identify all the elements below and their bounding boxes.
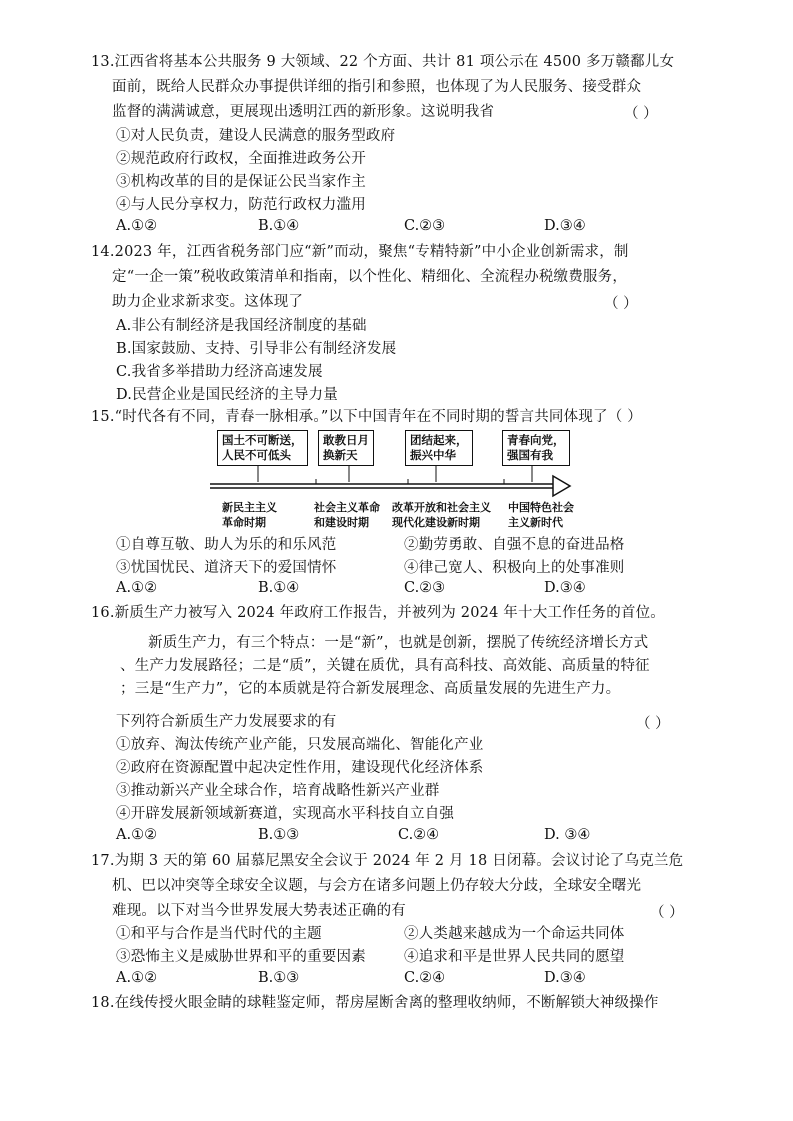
q14-option-a: A.非公有制经济是我国经济制度的基础: [116, 318, 367, 334]
q13-item-3: ③机构改革的目的是保证公民当家作主: [116, 174, 366, 190]
q14-line-2: 定“一企一策”税收政策清单和指南，以个性化、精细化、全流程办税缴费服务，: [112, 269, 628, 285]
q17-answer-paren: （ ）: [650, 905, 684, 921]
q16-question: 下列符合新质生产力发展要求的有: [116, 714, 337, 730]
q13-line-3: 监督的满满诚意，更展现出透明江西的新形象。这说明我省: [112, 104, 495, 120]
timeline-period-1: 新民主主义 革命时期: [222, 501, 277, 529]
q15-item-2: ②勤劳勇敢、自强不息的奋进品格: [404, 537, 625, 553]
q17-option-c: C.②④: [404, 970, 446, 986]
q14-option-c: C.我省多举措助力经济高速发展: [116, 364, 323, 380]
timeline-box-2: 敢教日月 换新天: [318, 430, 374, 466]
q16-item-1: ①放弃、淘汰传统产业产能，只发展高端化、智能化产业: [116, 737, 484, 753]
q16-material-3: ；三是“生产力”，它的本质就是符合新发展理念、高质量发展的先进生产力。: [120, 681, 621, 697]
q17-option-d: D.③④: [544, 970, 586, 986]
timeline-period-2: 社会主义革命 和建设时期: [314, 501, 380, 529]
q16-material-1: 新质生产力，有三个特点：一是“新”，也就是创新，摆脱了传统经济增长方式: [148, 635, 649, 651]
q13-option-d: D.③④: [544, 218, 586, 234]
q14-line-1: 14.2023 年，江西省税务部门应“新”而动，聚焦“专精特新”中小企业创新需求，制: [91, 244, 629, 260]
q16-item-2: ②政府在资源配置中起决定性作用，建设现代化经济体系: [116, 760, 484, 776]
q14-option-b: B.国家鼓励、支持、引导非公有制经济发展: [116, 341, 397, 357]
q14-line-3: 助力企业求新求变。这体现了: [112, 294, 304, 310]
timeline-period-4: 中国特色社会 主义新时代: [508, 501, 574, 529]
q15-option-b: B.①④: [258, 580, 300, 596]
q13-item-2: ②规范政府行政权，全面推进政务公开: [116, 151, 366, 167]
q17-line-2: 机、巴以冲突等全球安全议题，与会方在诸多问题上仍存较大分歧，全球安全曙光: [112, 878, 642, 894]
q15-item-1: ①自尊互敬、助人为乐的和乐风范: [116, 537, 337, 553]
timeline-period-3: 改革开放和社会主义 现代化建设新时期: [392, 501, 491, 529]
q13-item-1: ①对人民负责，建设人民满意的服务型政府: [116, 128, 396, 144]
q13-item-4: ④与人民分享权力，防范行政权力滥用: [116, 197, 366, 213]
q17-option-a: A.①②: [116, 970, 158, 986]
q15-item-4: ④律己宽人、积极向上的处事准则: [404, 560, 625, 576]
q17-line-1: 17.为期 3 天的第 60 届慕尼黑安全会议于 2024 年 2 月 18 日闭幕。会议讨论了乌克兰危: [91, 853, 684, 869]
q16-option-d: D. ③④: [544, 827, 591, 843]
q16-option-b: B.①③: [258, 827, 300, 843]
q13-option-b: B.①④: [258, 218, 300, 234]
q16-item-4: ④开辟发展新领域新赛道，实现高水平科技自立自强: [116, 806, 455, 822]
q13-line-2: 面前，既给人民群众办事提供详细的指引和参照，也体现了为人民服务、接受群众: [112, 79, 642, 95]
q17-item-3: ③恐怖主义是威胁世界和平的重要因素: [116, 949, 366, 965]
q13-line-1: 13.江西省将基本公共服务 9 大领域、22 个方面、共计 81 项公示在 4500 多万赣鄱儿女: [91, 54, 675, 70]
q16-stem: 16.新质生产力被写入 2024 年政府工作报告，并被列为 2024 年十大工作任务的首位。: [91, 605, 665, 621]
q15-item-3: ③忧国忧民、道济天下的爱国情怀: [116, 560, 337, 576]
q16-material-2: 、生产力发展路径；二是“质”，关键在质优，具有高科技、高效能、高质量的特征: [120, 658, 650, 674]
q17-item-2: ②人类越来越成为一个命运共同体: [404, 926, 625, 942]
q17-item-4: ④追求和平是世界人民共同的愿望: [404, 949, 625, 965]
q18-line-1: 18.在线传授火眼金睛的球鞋鉴定师，帮房屋断舍离的整理收纳师，不断解锁大神级操作: [91, 995, 659, 1011]
q13-option-c: C.②③: [404, 218, 446, 234]
timeline-box-4: 青春向党， 强国有我: [502, 430, 570, 466]
q16-answer-paren: （ ）: [636, 716, 670, 732]
q14-option-d: D.民营企业是国民经济的主导力量: [116, 387, 338, 403]
q15-option-a: A.①②: [116, 580, 158, 596]
q16-option-c: C.②④: [398, 827, 440, 843]
q15-stem: 15.“时代各有不同，青春一脉相承。”以下中国青年在不同时期的誓言共同体现了（ ）: [91, 409, 642, 425]
q16-option-a: A.①②: [116, 827, 158, 843]
q17-option-b: B.①③: [258, 970, 300, 986]
q14-answer-paren: （ ）: [604, 296, 638, 312]
q16-item-3: ③推动新兴产业全球合作，培育战略性新兴产业群: [116, 783, 440, 799]
q13-answer-paren: （ ）: [624, 106, 658, 122]
q15-option-c: C.②③: [404, 580, 446, 596]
q17-line-3: 难现。以下对当今世界发展大势表述正确的有: [112, 903, 406, 919]
q13-option-a: A.①②: [116, 218, 158, 234]
q15-option-d: D.③④: [544, 580, 586, 596]
timeline-box-1: 国土不可断送， 人民不可低头: [217, 430, 308, 466]
q17-item-1: ①和平与合作是当代时代的主题: [116, 926, 322, 942]
timeline-box-3: 团结起来， 振兴中华: [405, 430, 473, 466]
